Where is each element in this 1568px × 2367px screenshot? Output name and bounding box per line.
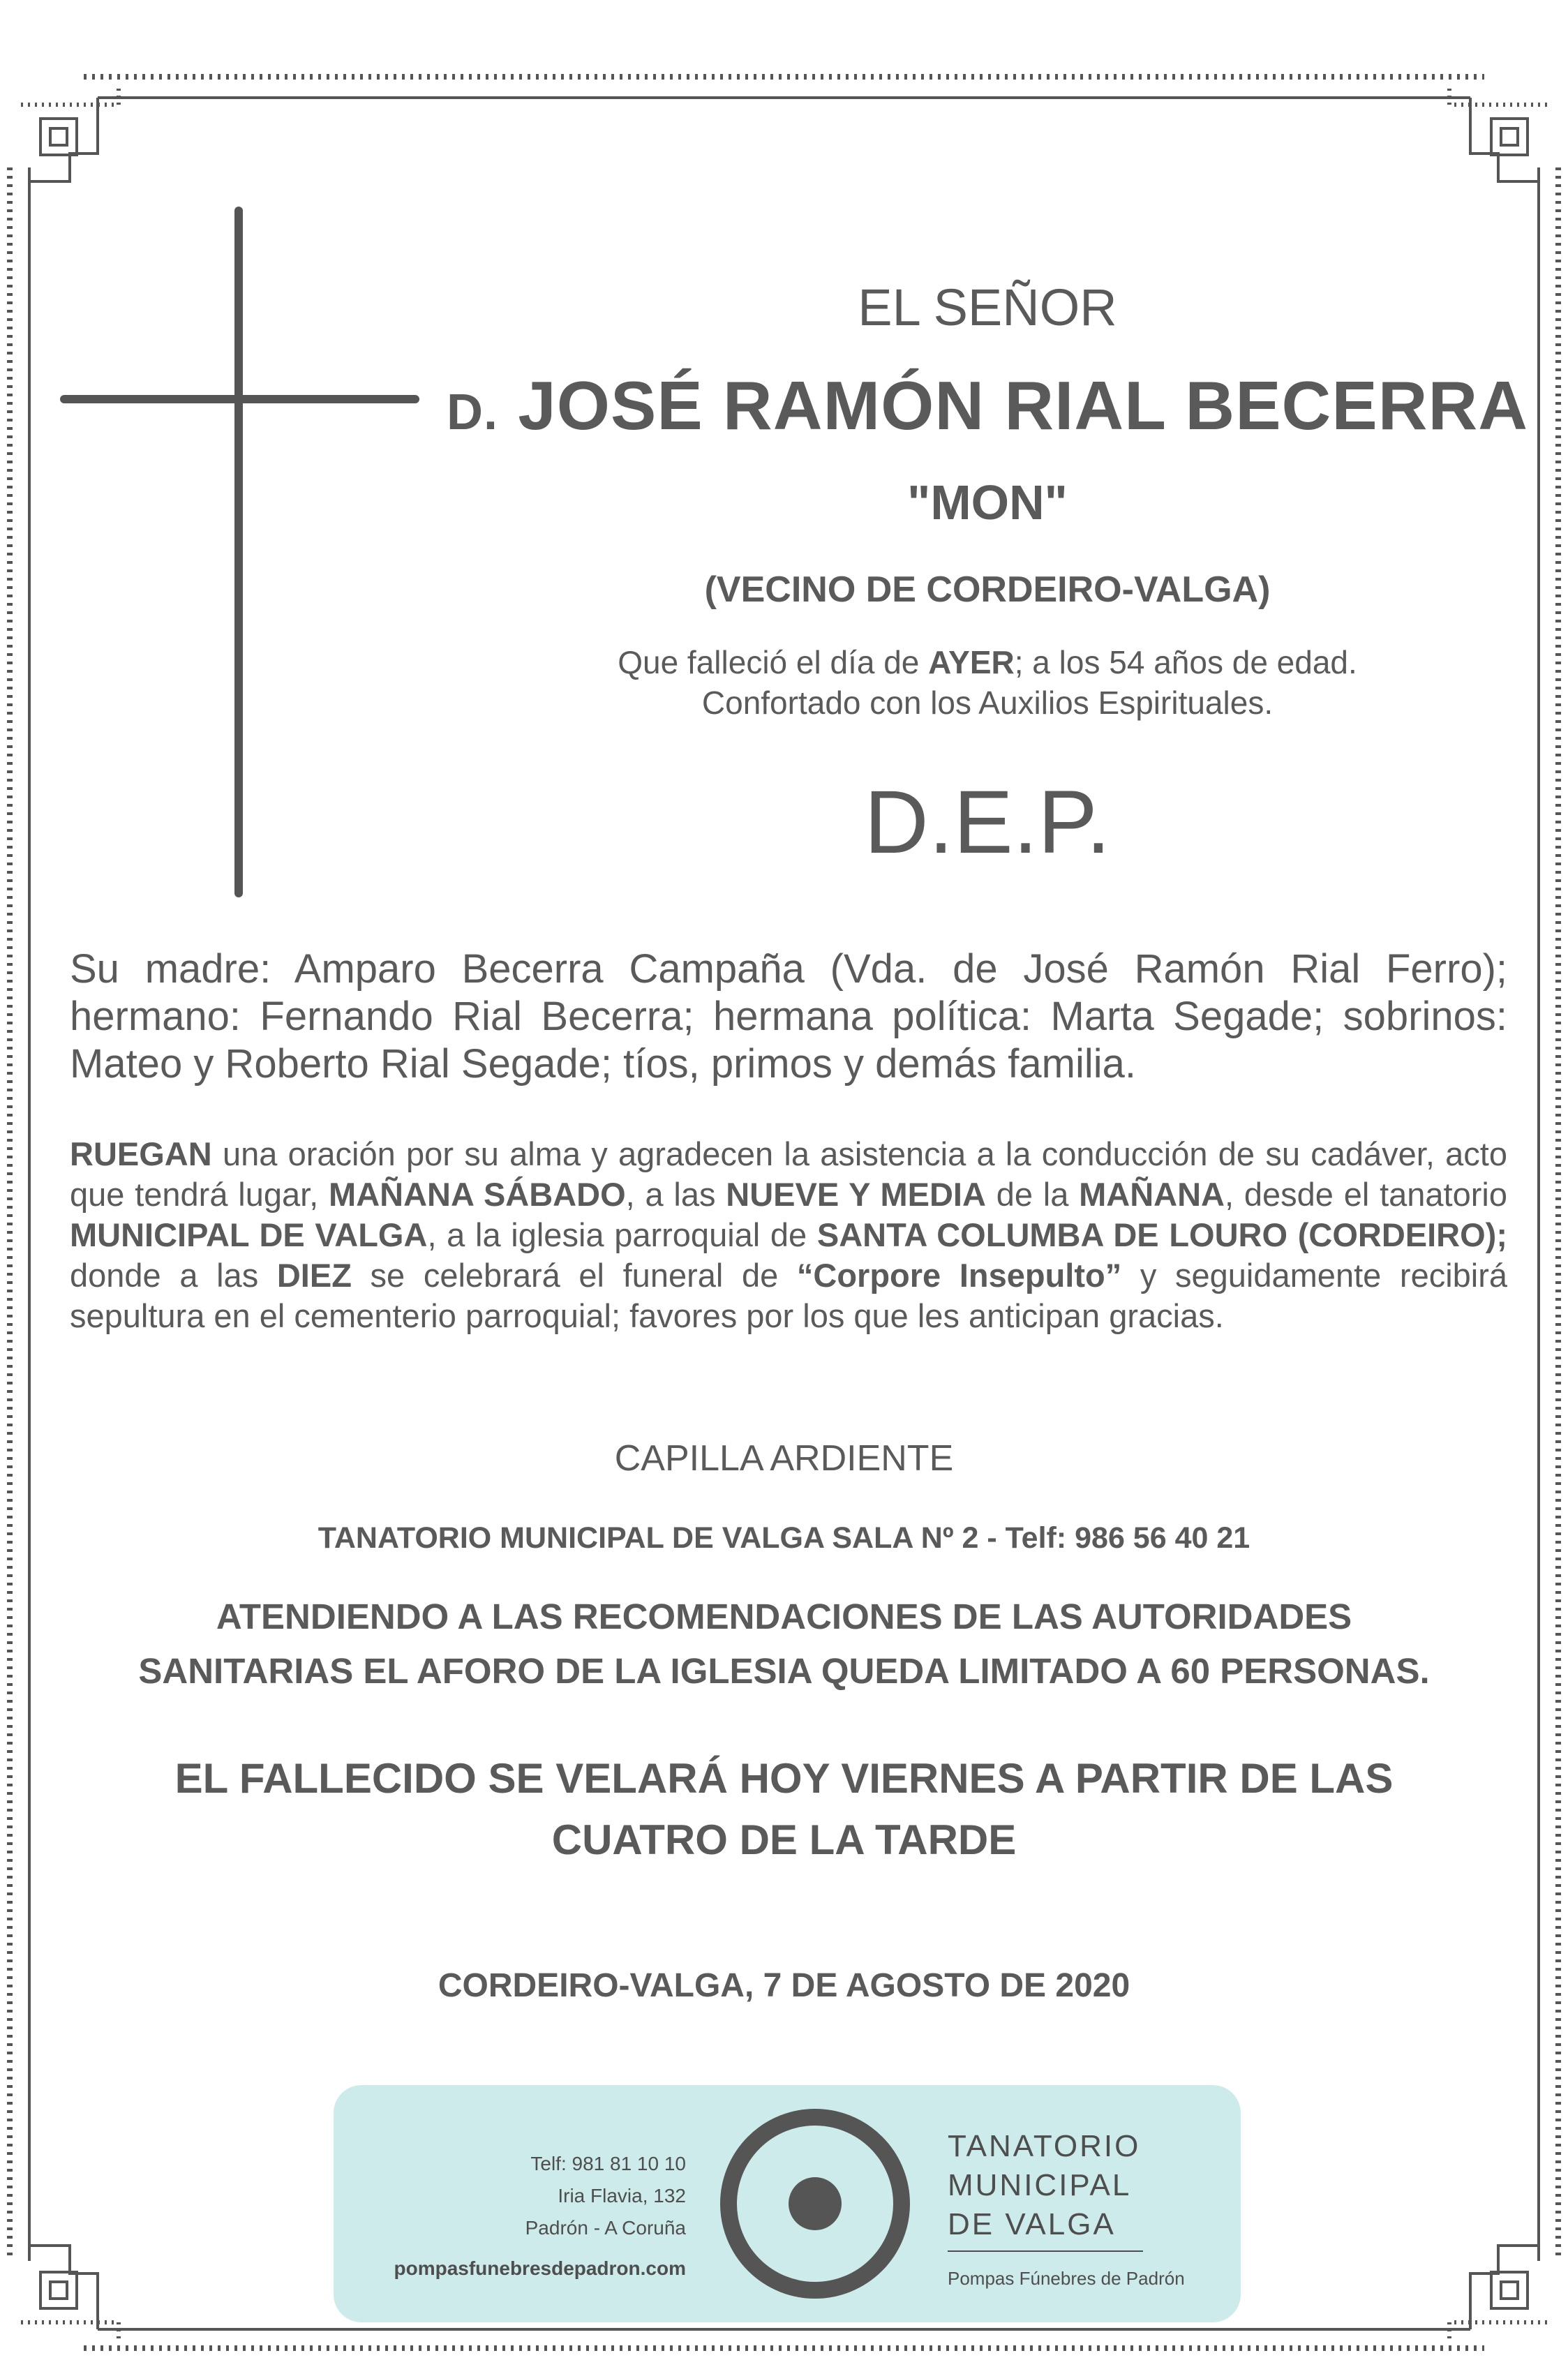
deceased-name — [447, 366, 1528, 445]
place-date: CORDEIRO-VALGA, 7 DE AGOSTO DE 2020 — [438, 1967, 1130, 2004]
nickname: "MON" — [907, 475, 1068, 530]
honorific-title: EL SEÑOR — [858, 278, 1117, 336]
capilla-title: CAPILLA ARDIENTE — [614, 1438, 954, 1479]
rip-text: D.E.P. — [864, 772, 1111, 872]
phone: Telf: 981 81 10 10 — [530, 2153, 686, 2174]
latin-cross-icon — [60, 207, 423, 904]
name-text: JOSÉ RAMÓN RIAL BECERRA — [518, 367, 1529, 444]
death-line-2: Confortado con los Auxilios Espirituales. — [701, 685, 1274, 721]
funeral-details: RUEGAN una oración por su alma y agradecen la asistencia a la conducción de su cadáver, acto que tendrá lugar, MAÑANA SÁBADO, a las NUEVE Y MEDIA de la MAÑANA, desde el tanatorio MUNICIPAL DE VALGA, a la iglesia parroquial de SANTA COLUMBA DE LOURO (CORDEIRO); donde a las DIEZ se celebrará el funeral de “Corpore Insepulto” y seguidamente recibirá sepultura en el cementerio parroquial; favores por los que les anticipan gracias. — [70, 1135, 1508, 1334]
family-list: Su madre: Amparo Becerra Campaña (Vda. de José Ramón Rial Ferro); hermano: Fernando Rial Becerra; hermana política: Marta Segade; sobrinos: Mateo y Roberto Rial Segade; tíos, primos y demás familia. — [70, 946, 1507, 1087]
website-link[interactable]: pompasfunebresdepadron.com — [394, 2257, 686, 2279]
residence: (VECINO DE CORDEIRO-VALGA) — [704, 569, 1271, 610]
ring-dot-logo-icon — [714, 2103, 916, 2305]
funeral-home-name: TANATORIO MUNICIPAL DE VALGA — [948, 2129, 1141, 2241]
contact-block — [394, 2148, 686, 2285]
wake-notice: EL FALLECIDO SE VELARÁ HOY VIERNES A PARTIR DE LAS CUATRO DE LA TARDE — [174, 1755, 1394, 1863]
address-line-2: Padrón - A Coruña — [525, 2217, 686, 2239]
funeral-home-subtitle: Pompas Fúnebres de Padrón — [948, 2268, 1185, 2289]
funeral-home-banner — [334, 2085, 1241, 2322]
death-details — [447, 642, 1528, 723]
name-prefix: D. — [447, 384, 498, 440]
capacity-notice: ATENDIENDO A LAS RECOMENDACIONES DE LAS AUTORIDADES SANITARIAS EL AFORO DE LA IGLESIA QUEDA LIMITADO A 60 PERSONAS. — [138, 1597, 1430, 1691]
divider — [948, 2250, 1143, 2252]
address-line-1: Iria Flavia, 132 — [558, 2185, 686, 2207]
capilla-location: TANATORIO MUNICIPAL DE VALGA SALA Nº 2 - Telf: 986 56 40 21 — [318, 1521, 1250, 1555]
death-line-1: Que falleció el día de AYER; a los 54 años de edad. — [618, 644, 1357, 680]
